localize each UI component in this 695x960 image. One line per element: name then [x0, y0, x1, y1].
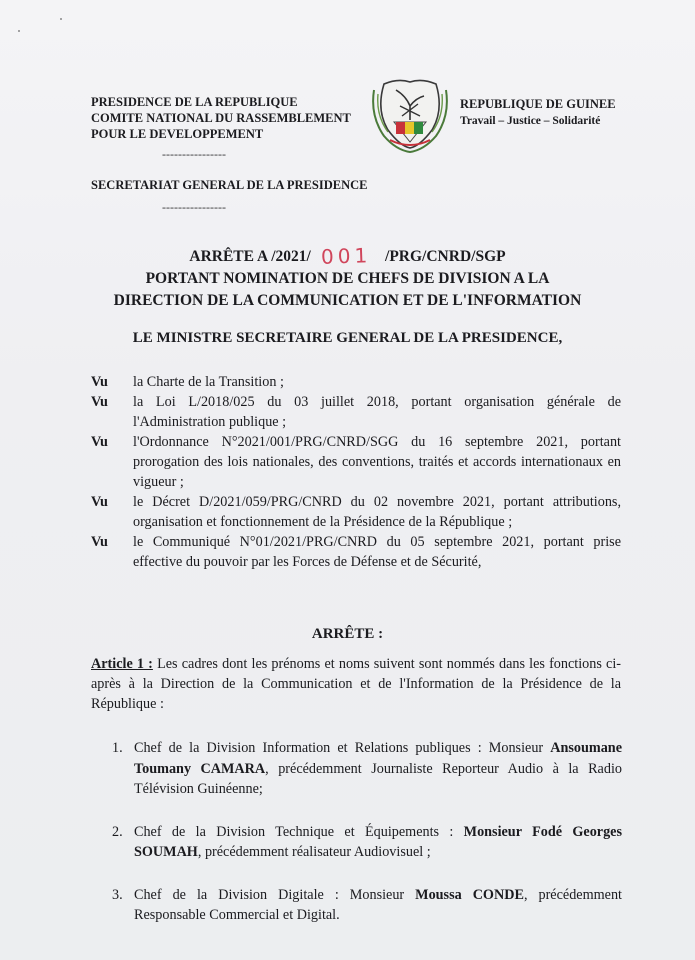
nomination-number: 3. — [112, 886, 123, 903]
country-name: REPUBLIQUE DE GUINEE — [460, 97, 616, 111]
nominee-name: Moussa CONDE — [415, 886, 524, 903]
header-left — [91, 94, 351, 142]
article-text: Les cadres dont les prénoms et noms suivent sont nommés dans les fonctions ci-après à la Direction de la Communication et de l'Information de la Présidence de la République : — [91, 656, 621, 712]
national-motto: Travail – Justice – Solidarité — [460, 115, 601, 127]
divider-dashes: ---------------- — [162, 200, 226, 214]
nominations-list — [112, 738, 622, 948]
minister-heading: LE MINISTRE SECRETAIRE GENERAL DE LA PRESIDENCE, — [132, 330, 563, 346]
handwritten-decree-number: 001 — [320, 243, 372, 269]
header-left-line: COMITE NATIONAL DU RASSEMBLEMENT — [91, 111, 351, 125]
consideration-item — [91, 432, 621, 492]
decree-number-prefix: ARRÊTE A /2021/ — [189, 248, 311, 265]
divider-dashes: ---------------- — [162, 147, 226, 161]
nominee-name: Ansoumane Toumany CAMARA — [134, 740, 622, 777]
decree-title-line: DIRECTION DE LA COMMUNICATION ET DE L'INFORMATION — [113, 292, 582, 309]
consideration-item — [91, 492, 621, 532]
consideration-text: le Communiqué N°01/2021/PRG/CNRD du 05 septembre 2021, portant prise effective du pouvoir par les Forces de Défense et de Sécurité, — [133, 534, 621, 570]
nominee-name: Monsieur Fodé Georges SOUMAH — [134, 823, 622, 860]
secretariat-heading: SECRETARIAT GENERAL DE LA PRESIDENCE — [91, 178, 368, 192]
consideration-item — [91, 392, 621, 432]
nomination-number: 1. — [112, 740, 123, 756]
considerations-list — [91, 372, 621, 572]
article-label: Article 1 : — [91, 656, 153, 672]
decree-number-line — [0, 243, 695, 268]
consideration-key: Vu — [91, 494, 108, 510]
scan-speck — [60, 18, 62, 20]
scan-speck — [18, 30, 20, 32]
nomination-text: Chef de la Division Information et Relations publiques : Monsieur Ansoumane Toumany CAMARA, précédemment Journaliste Reporteur Audio à la Radio Télévision Guinéenne; — [134, 740, 622, 797]
nomination-number: 2. — [112, 823, 123, 840]
consideration-key: Vu — [91, 434, 108, 450]
consideration-key: Vu — [91, 394, 108, 410]
consideration-key: Vu — [91, 374, 108, 390]
nomination-item — [112, 885, 622, 926]
decree-title-line: PORTANT NOMINATION DE CHEFS DE DIVISION A LA — [145, 270, 550, 287]
nomination-item — [112, 822, 622, 863]
header-left-line: PRESIDENCE DE LA REPUBLIQUE — [91, 95, 298, 109]
consideration-key: Vu — [91, 534, 108, 550]
header-left-line: POUR LE DEVELOPPEMENT — [91, 127, 264, 141]
header-right — [460, 96, 616, 130]
decree-number-suffix: /PRG/CNRD/SGP — [385, 248, 506, 265]
nomination-item — [112, 738, 622, 800]
consideration-item — [91, 532, 621, 572]
consideration-item — [91, 372, 621, 392]
consideration-text: le Décret D/2021/059/PRG/CNRD du 02 novembre 2021, portant attributions, organisation et fonctionnement de la Présidence de la République ; — [133, 494, 621, 530]
guinea-coat-of-arms-icon — [366, 70, 454, 154]
decree-title — [0, 243, 695, 312]
nomination-text: Chef de la Division Technique et Équipements : Monsieur Fodé Georges SOUMAH, précédemment réalisateur Audiovisuel ; — [134, 823, 622, 860]
article-1 — [91, 654, 621, 714]
arrete-heading: ARRÊTE : — [311, 626, 384, 642]
consideration-text: l'Ordonnance N°2021/001/PRG/CNRD/SGG du 16 septembre 2021, portant prorogation des lois nationales, des conventions, traités et accords internationaux en vigueur ; — [133, 434, 621, 490]
consideration-text: la Loi L/2018/025 du 03 juillet 2018, portant organisation générale de l'Administration publique ; — [133, 394, 621, 430]
consideration-text: la Charte de la Transition ; — [133, 374, 284, 390]
nomination-text: Chef de la Division Digitale : Monsieur Moussa CONDE, précédemment Responsable Commercial et Digital. — [134, 886, 622, 923]
